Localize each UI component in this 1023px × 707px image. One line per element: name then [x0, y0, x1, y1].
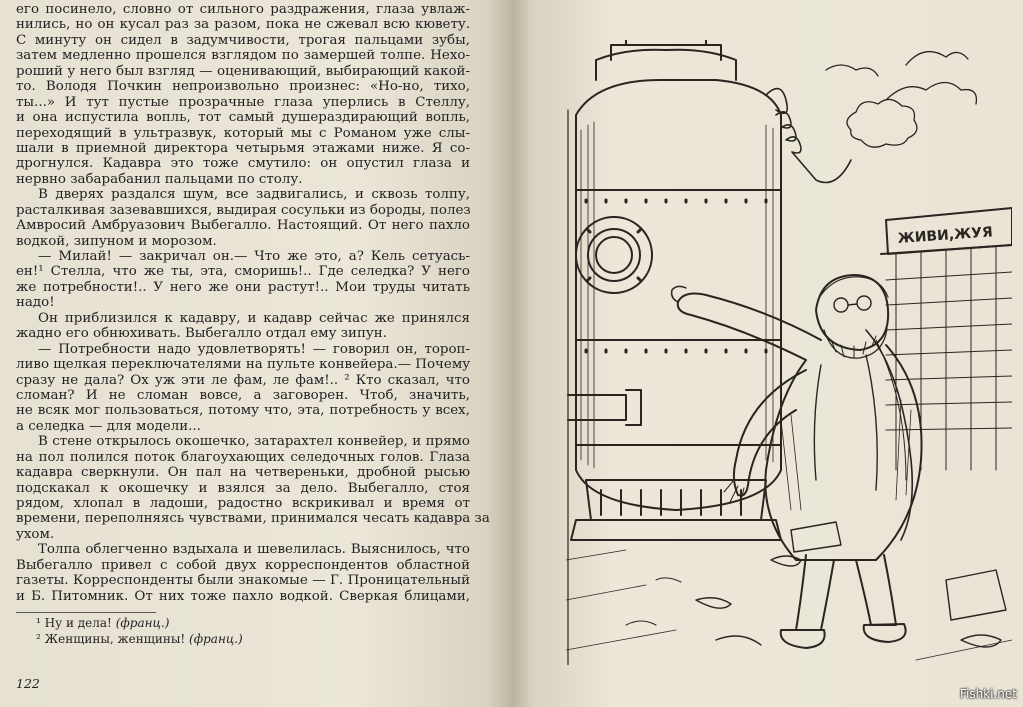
porthole	[576, 217, 652, 293]
footnote-number: ¹	[36, 616, 41, 630]
footnote-text: Женщины, женщины!	[44, 632, 186, 646]
footnote-language: (франц.)	[189, 632, 243, 646]
wall-tiles	[886, 246, 1012, 470]
text-line: сразу не дала? Ох уж эти ле фам, ле фам!.. ² Кто сказал, что	[16, 372, 470, 388]
text-line: то. Володя Почкин непроизвольно произнес: «Но-но, тихо,	[16, 79, 470, 95]
footnotes	[16, 615, 476, 647]
floor-debris	[566, 522, 1012, 660]
text-line: а селедка — для модели...	[16, 418, 201, 434]
text-line: ен!¹ Стелла, что же ты, эта, сморишь!.. Где селедка? У него	[16, 264, 470, 280]
text-line: шали в приемной директора четырьмя этажами ниже. Я со-	[16, 140, 470, 156]
text-line: нились, но он кусал раз за разом, пока не сжевал всю кювету.	[16, 17, 470, 33]
text-line: водкой, зипуном и морозом.	[16, 233, 217, 249]
man-figure	[672, 275, 922, 648]
text-line: переходящий в ультразвук, который мы с Романом уже слы-	[16, 125, 470, 141]
coil	[766, 89, 851, 183]
text-line: Амвросий Амбруазович Выбегалло. Настоящий. От него пахло	[16, 218, 470, 234]
text-line: кадавра сверкнули. Он пал на четвереньки, дробной рысью	[16, 465, 470, 481]
text-line: и она испустила вопль, тот самый душераздирающий вопль,	[16, 110, 470, 126]
text-line: С минуту он сидел в задумчивости, трогая пальцами зубы,	[16, 32, 470, 48]
text-line: — Потребности надо удовлетворять! — говорил он, тороп-	[38, 341, 470, 357]
text-line: затем медленно прошелся взглядом по замершей толпе. Нехо-	[16, 48, 470, 64]
text-line: подскакал к окошечку и взялся за дело. Выбегалло, стоя	[16, 480, 470, 496]
text-line: надо!	[16, 295, 55, 311]
text-line: Он приблизился к кадавру, и кадавр сейчас же принялся	[38, 310, 470, 326]
footnote-text: Ну и дела!	[44, 616, 112, 630]
text-line: В дверях раздался шум, все задвигались, и сквозь толпу,	[38, 187, 470, 203]
text-line: дрогнулся. Кадавра это тоже смутило: он опустил глаза и	[16, 156, 470, 172]
text-line: же потребности!.. У него же они растут!.. Мои труды читать	[16, 279, 470, 295]
body-text	[16, 2, 490, 604]
footnote	[16, 615, 476, 631]
text-line: сломан? И не сломан вовсе, а заговорен. Чтоб, значить,	[16, 387, 470, 403]
footnote-language: (франц.)	[115, 616, 170, 630]
footnote	[16, 631, 476, 647]
text-line: В стене открылось окошечко, затарахтел конвейер, и прямо	[38, 434, 470, 450]
smoke-cloud	[826, 52, 976, 148]
footnote-divider	[16, 612, 156, 613]
text-line: и Б. Питомник. От них тоже пахло водкой. Сверкая блицами,	[16, 588, 470, 604]
text-line: роший у него был взгляд — оценивающий, выбирающий какой-	[16, 63, 470, 79]
text-line: ливо щелкая переключателями на пульте конвейера.— Почему	[16, 357, 471, 373]
machine-body	[576, 40, 781, 510]
text-line: ухом.	[16, 526, 55, 542]
page-number: 122	[16, 676, 40, 691]
text-line: Выбегалло привел с собой двух корреспондентов областной	[16, 557, 470, 573]
text-line: газеты. Корреспонденты были знакомые — Г. Проницательный	[16, 573, 470, 589]
illustration	[566, 40, 1012, 665]
text-line: ты...» И тут пустые прозрачные глаза уперлись в Стеллу,	[16, 94, 470, 110]
text-line: расталкивая зазевавшихся, выдирая сосульки из бороды, полез	[16, 202, 471, 218]
watermark: Fishki.net	[959, 687, 1017, 701]
footnote-number: ²	[36, 632, 41, 646]
text-line: времени, переполняясь чувствами, принимался чесать кадавра за	[16, 511, 490, 527]
text-line: — Милай! — закричал он.— Что же это, а? Кель сетуась-	[38, 249, 470, 264]
sign-text: ЖИВИ,ЖУЯ	[897, 224, 994, 247]
text-line: на пол полился поток благоухающих селедочных голов. Глаза	[16, 449, 470, 465]
text-line: нервно забарабанил пальцами по столу.	[16, 171, 303, 187]
text-line: не всяк мог пользоваться, потому что, эта, потребность у всех,	[16, 403, 470, 419]
text-line: жадно его обнюхивать. Выбегалло отдал ему зипун.	[16, 326, 387, 342]
text-line: его посинело, словно от сильного раздражения, глаза увлаж-	[16, 2, 470, 17]
text-line: рядом, хлопал в ладоши, радостно вскрикивал и время от	[16, 496, 470, 511]
text-line: Толпа облегченно вздыхала и шевелилась. Выяснилось, что	[38, 542, 470, 558]
